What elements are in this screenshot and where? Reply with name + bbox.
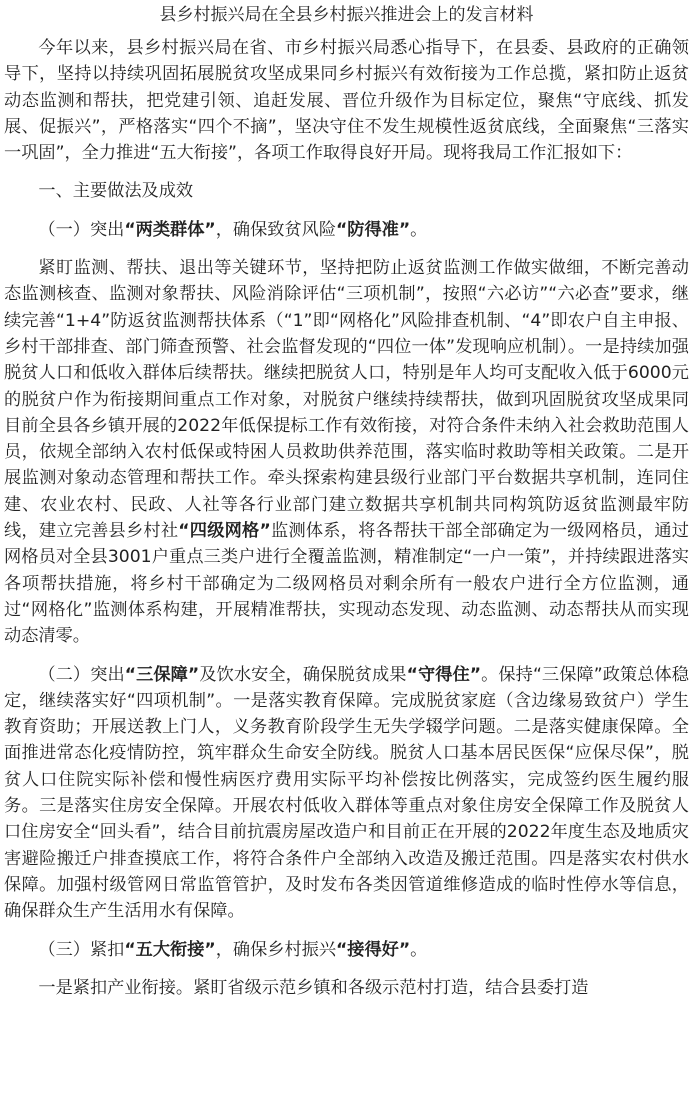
sub3-bold2: “接得好” <box>336 939 411 960</box>
sub3-middle: ，确保乡村振兴 <box>215 939 337 960</box>
sub2-middle: 及饮水安全，确保脱贫成果 <box>199 664 407 685</box>
intro-paragraph: 今年以来，县乡村振兴局在省、市乡村振兴局悉心指导下，在县委、县政府的正确领导下，坚持以持续巩固拓展脱贫攻坚成果同乡村振兴有效衔接为工作总揽，紧扣防止返贫动态监测和帮扶，把党建引领、追赶发展、晋位升级作为目标定位，聚焦“守底线、抓发展、促振兴”，严格落实“四个不摘”，坚决守住不发生规模性返贫底线，全面聚焦“三落实一巩固”，全力推进“五大衔接”，各项工作取得良好开局。现将我局工作汇报如下： <box>4 38 689 164</box>
subsection-heading-1 <box>0 217 693 243</box>
sub3-prefix: （三）紧扣 <box>38 939 125 960</box>
document-title: 县乡村振兴局在全县乡村振兴推进会上的发言材料 <box>159 5 534 25</box>
sub1-bold1: “两类群体” <box>124 219 216 240</box>
monitoring-paragraph <box>0 255 693 649</box>
sub2-bold2: “守得住” <box>406 664 482 685</box>
sub2-suffix: 。 <box>481 664 499 685</box>
para1-text: 紧盯监测、帮扶、退出等关键环节，坚持把防止返贫监测工作做实做细，不断完善动态监测核查、监测对象帮扶、风险消除评估“三项机制”，按照“六必访”“六必查”要求，继续完善“1+4”防返贫监测帮扶体系（“1”即“网格化”风险排查机制、“4”即农户自主申报、乡村干部排查、部门筛查预警、社会监督发现的“四位一体”发现响应机制）。一是持续加强脱贫人口和低收入群体后续帮扶。继续把脱贫人口，特别是年人均可支配收入低于6000元的脱贫户作为衔接期间重点工作对象，对脱贫户继续持续帮扶，做到巩固脱贫攻坚成果同目前全县各乡镇开展的2022年低保提标工作有效衔接，对符合条件未纳入社会救助范围人员，依规全部纳入农村低保或特困人员救助供养范围，落实临时救助等相关政策。二是开展监测对象动态管理和帮扶工作。牵头探索构建县级行业部门平台数据共享机制，连同住建、农业农村、民政、人社等各行业部门建立数据共享机制共同构筑防返贫监测最牢防线，建立完善县乡村社 <box>4 258 689 542</box>
para1-tail: 监测体系，将各帮扶干部全部确定为一级网格员，通过网格员对全县3001户重点三类户进行全覆盖监测，精准制定“一户一策”，并持续跟进落实各项帮扶措施，将乡村干部确定为二级网格员对剩余所有一般农户进行全方位监测，通过“网格化”监测体系构建，开展精准帮扶，实现动态发现、动态监测、动态帮扶从而实现动态清零。 <box>4 521 689 647</box>
sub1-prefix: （一）突出 <box>38 219 125 240</box>
industry-paragraph: 一是紧扣产业衔接。紧盯省级示范乡镇和各级示范村打造，结合县委打造 <box>38 977 589 998</box>
subsection-heading-3 <box>0 937 693 963</box>
sub1-suffix: 。 <box>410 219 428 240</box>
three-guarantees-paragraph <box>0 662 693 925</box>
sub2-prefix: （二）突出 <box>38 664 125 685</box>
para1-bold: “四级网格” <box>178 521 271 542</box>
section-heading-1: 一、主要做法及成效 <box>38 181 194 202</box>
sub2-bold1: “三保障” <box>124 664 200 685</box>
sub3-bold1: “五大衔接” <box>124 939 216 960</box>
para2-text: 保持“三保障”政策总体稳定，继续落实好“四项机制”。一是落实教育保障。完成脱贫家庭（含边缘易致贫户）学生教育资助；开展送教上门人，义务教育阶段学生无失学辍学问题。二是落实健康保障。全面推进常态化疫情防控，筑牢群众生命安全防线。脱贫人口基本居民医保“应保尽保”，脱贫人口住院实际补偿和慢性病医疗费用实际平均补偿按比例落实，完成签约医生履约服务。三是落实住房安全保障。开展农村低收入群体等重点对象住房安全保障工作及脱贫人口住房安全“回头看”，结合目前抗震房屋改造户和目前正在开展的2022年度生态及地质灾害避险搬迁户排查摸底工作，将符合条件户全部纳入改造及搬迁范围。四是落实农村供水保障。加强村级管网日常监管管护，及时发布各类因管道维修造成的临时性停水等信息，确保群众生产生活用水有保障。 <box>4 664 689 922</box>
sub1-middle: ，确保致贫风险 <box>215 219 337 240</box>
sub1-bold2: “防得准” <box>336 219 411 240</box>
sub3-suffix: 。 <box>410 939 428 960</box>
